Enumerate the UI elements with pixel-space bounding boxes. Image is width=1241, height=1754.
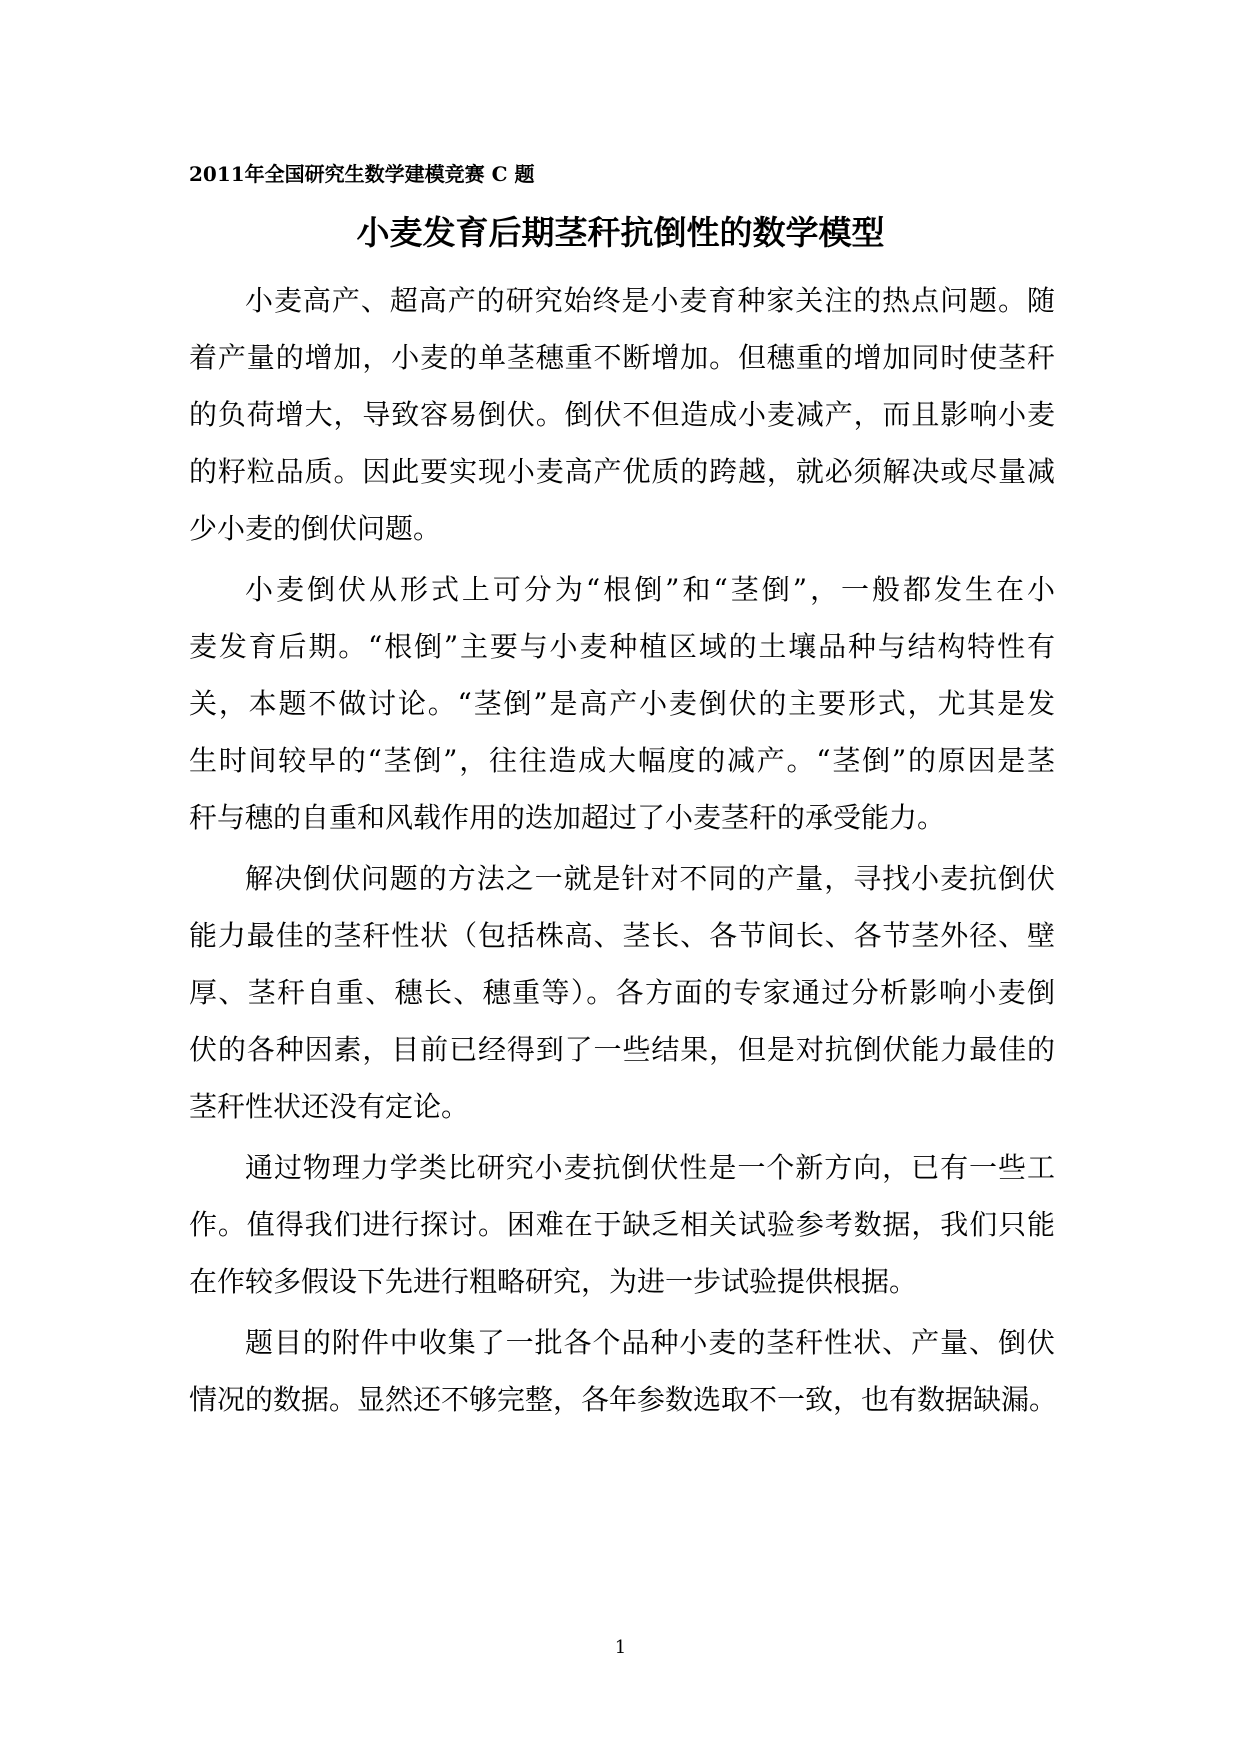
page-number: 1 bbox=[614, 1637, 627, 1658]
text-line: 的负荷增大，导致容易倒伏。倒伏不但造成小麦减产，而且影响小麦 bbox=[189, 398, 1055, 431]
text-line: 情况的数据。显然还不够完整，各年参数选取不一致，也有数据缺漏。 bbox=[189, 1383, 1058, 1416]
text-line: 秆与穗的自重和风载作用的迭加超过了小麦茎秆的承受能力。 bbox=[189, 801, 946, 834]
paragraph bbox=[189, 850, 1055, 1135]
document-body bbox=[189, 272, 1058, 1432]
text-line: 生时间较早的“茎倒”，往往造成大幅度的减产。“茎倒”的原因是茎 bbox=[189, 744, 1055, 777]
paragraph bbox=[189, 272, 1055, 557]
text-line: 关，本题不做讨论。“茎倒”是高产小麦倒伏的主要形式，尤其是发 bbox=[189, 687, 1055, 720]
text-line: 能力最佳的茎秆性状（包括株高、茎长、各节间长、各节茎外径、壁 bbox=[189, 919, 1055, 952]
text-line: 麦发育后期。“根倒”主要与小麦种植区域的土壤品种与结构特性有 bbox=[189, 630, 1055, 663]
paragraph bbox=[189, 1314, 1058, 1428]
text-line: 通过物理力学类比研究小麦抗倒伏性是一个新方向，已有一些工 bbox=[245, 1151, 1055, 1184]
text-line: 少小麦的倒伏问题。 bbox=[189, 512, 442, 545]
competition-header: 2011年全国研究生数学建模竞赛 C 题 bbox=[189, 162, 535, 186]
text-line: 着产量的增加，小麦的单茎穗重不断增加。但穗重的增加同时使茎秆 bbox=[189, 341, 1055, 374]
text-line: 在作较多假设下先进行粗略研究，为进一步试验提供根据。 bbox=[189, 1265, 918, 1298]
text-line: 解决倒伏问题的方法之一就是针对不同的产量，寻找小麦抗倒伏 bbox=[245, 862, 1055, 895]
text-line: 题目的附件中收集了一批各个品种小麦的茎秆性状、产量、倒伏 bbox=[245, 1326, 1055, 1359]
text-line: 小麦高产、超高产的研究始终是小麦育种家关注的热点问题。随 bbox=[245, 284, 1055, 317]
text-line: 伏的各种因素，目前已经得到了一些结果，但是对抗倒伏能力最佳的 bbox=[189, 1033, 1055, 1066]
paragraph bbox=[189, 1139, 1055, 1310]
page-title: 小麦发育后期茎秆抗倒性的数学模型 bbox=[356, 213, 885, 252]
paragraph bbox=[189, 561, 1055, 846]
text-line: 茎秆性状还没有定论。 bbox=[189, 1090, 470, 1123]
text-line: 厚、茎秆自重、穗长、穗重等）。各方面的专家通过分析影响小麦倒 bbox=[189, 976, 1055, 1009]
text-line: 的籽粒品质。因此要实现小麦高产优质的跨越，就必须解决或尽量减 bbox=[189, 455, 1055, 488]
text-line: 小麦倒伏从形式上可分为“根倒”和“茎倒”，一般都发生在小 bbox=[245, 573, 1055, 606]
text-line: 作。值得我们进行探讨。困难在于缺乏相关试验参考数据，我们只能 bbox=[189, 1208, 1055, 1241]
